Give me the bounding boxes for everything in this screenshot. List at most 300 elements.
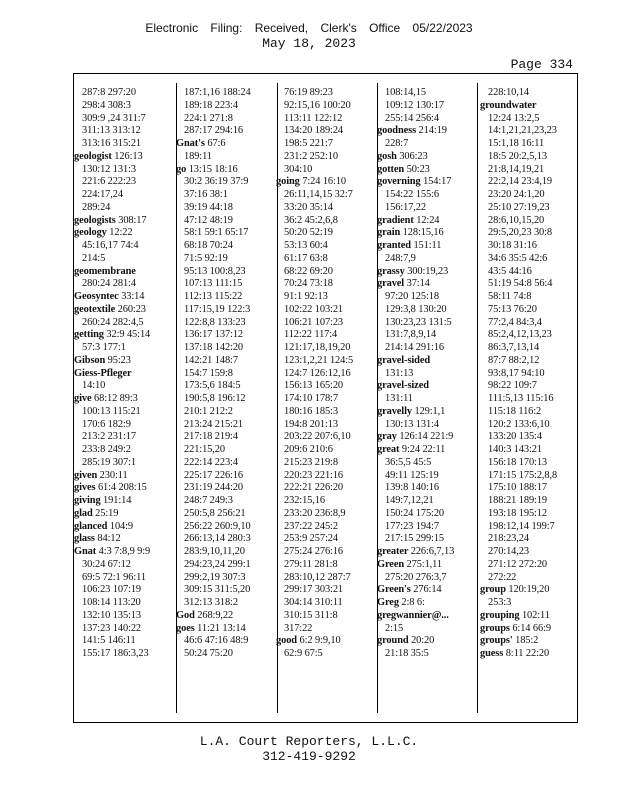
- page-line-refs: 180:16 185:3: [284, 405, 338, 417]
- page-line-refs: 117:15,19 122:3: [184, 303, 251, 315]
- page-line-refs: 124:7 126:12,16: [284, 367, 351, 379]
- index-entry: [74, 151, 179, 164]
- page-line-refs: 266:13,14 280:3: [184, 533, 251, 545]
- index-word: given: [74, 469, 98, 481]
- index-word: God: [176, 609, 195, 621]
- index-word: gradient: [377, 214, 414, 226]
- index-entry: [377, 227, 482, 240]
- page-line-refs: 14:1,21,21,23,23: [488, 125, 557, 137]
- page-line-refs: 294:23,24 299:1: [184, 558, 251, 570]
- page-line-refs: 188:21 189:19: [488, 495, 548, 506]
- page-line-refs: 289:24: [82, 201, 111, 213]
- page-line-refs: 132:10 135:13: [82, 609, 142, 621]
- index-entry: [377, 444, 482, 457]
- page-line-refs: 62:9 67:5: [284, 648, 323, 659]
- page-line-refs: 95:23: [107, 354, 131, 366]
- page-line-refs: 215:23 219:8: [284, 456, 338, 468]
- index-word: geomembrane: [74, 265, 136, 277]
- page-line-refs: 22:2,14 23:4,19: [488, 176, 553, 188]
- page-line-refs: 141:5 146:11: [82, 635, 136, 647]
- index-entry: [377, 164, 482, 177]
- page-line-refs: 120:2 133:6,10: [488, 418, 550, 430]
- page-line-refs: 233:20 236:8,9: [284, 507, 346, 519]
- page-line-refs: 25:10 27:19,23: [488, 201, 550, 213]
- index-word: gravel-sized: [377, 380, 429, 392]
- page-line-refs: 309:9 ,24 311:7: [82, 112, 146, 124]
- page-line-refs: 36:2 45:2,6,8: [284, 214, 338, 226]
- page-line-refs: 98:22 109:7: [488, 380, 537, 392]
- index-entry: [377, 406, 482, 419]
- index-column-5: [480, 87, 585, 661]
- page-line-refs: 25:19: [95, 507, 119, 519]
- page-line-refs: 51:19 54:8 56:4: [488, 278, 553, 290]
- page-line-refs: 218:23,24: [488, 533, 529, 545]
- index-word: gosh: [377, 150, 397, 162]
- page-line-refs: 149:7,12,21: [385, 495, 434, 506]
- index-entry: [377, 431, 482, 444]
- page-line-refs: 13:15 18:16: [188, 163, 238, 175]
- page-line-refs: 53:13 60:4: [284, 240, 328, 251]
- page-line-refs: 6:14 66:9: [512, 622, 551, 634]
- page-line-refs: 185:2: [515, 635, 539, 647]
- page-line-refs: 311:13 313:12: [82, 125, 141, 137]
- page-line-refs: 137:23 140:22: [82, 622, 142, 634]
- page-line-refs: 61:17 63:8: [284, 252, 328, 264]
- page-line-refs: 70:24 73:18: [284, 278, 333, 290]
- page-line-refs: 67:6: [207, 138, 226, 149]
- page-line-refs: 189:11: [184, 150, 212, 162]
- page-line-refs: 126:14 221:9: [399, 431, 454, 443]
- page-line-refs: 107:13 111:15: [184, 278, 243, 290]
- index-entry: [480, 610, 585, 623]
- index-word: glanced: [74, 520, 108, 532]
- page-line-refs: 112:22 117:4: [284, 329, 338, 341]
- index-word: gravel: [377, 278, 405, 290]
- index-word: groundwater: [480, 99, 537, 111]
- index-word: gregwannier@...: [377, 609, 449, 621]
- index-word: go: [176, 163, 187, 175]
- reporter-phone: 312-419-9292: [262, 749, 356, 764]
- page-line-refs: 69:5 72:1 96:11: [82, 571, 146, 583]
- deposition-date: May 18, 2023: [262, 36, 356, 51]
- page-line-refs: 214:14 291:16: [385, 342, 445, 353]
- page-line-refs: 86:3,7,13,14: [488, 342, 540, 353]
- index-word: geotextile: [74, 303, 116, 315]
- page-line-refs: 250:5,8 256:21: [184, 507, 246, 519]
- index-entry: [377, 380, 482, 393]
- page-line-refs: 76:19 89:23: [284, 87, 333, 98]
- page-line-refs: 23:20 24:1,20: [488, 189, 545, 200]
- page-line-refs: 6:2 9:9,10: [299, 635, 341, 647]
- page-line-refs: 8:11 22:20: [505, 648, 550, 659]
- page-line-refs: 108:14 113:20: [82, 597, 141, 608]
- page-line-refs: 304:14 310:11: [284, 597, 343, 608]
- index-word: grouping: [480, 609, 520, 621]
- index-entry: [74, 533, 179, 546]
- page-line-refs: 12:24 13:2,5: [488, 112, 540, 124]
- index-entry: [377, 610, 482, 623]
- page-line-refs: 121:17,18,19,20: [284, 342, 351, 353]
- page-line-refs: 177:23 194:7: [385, 520, 439, 532]
- page-line-refs: 154:7 159:8: [184, 367, 233, 379]
- page-line-refs: 18:5 20:2,5,13: [488, 150, 547, 162]
- page-line-refs: 37:16 38:1: [184, 189, 228, 200]
- footer: [0, 734, 618, 764]
- page-line-refs: 26:11,14,15 32:7: [284, 189, 353, 200]
- page-line-refs: 256:22 260:9,10: [184, 520, 251, 532]
- page-line-refs: 84:12: [97, 533, 121, 545]
- page-line-refs: 108:14,15: [385, 87, 426, 98]
- page-line-refs: 133:20 135:4: [488, 431, 542, 443]
- index-word: greater: [377, 546, 409, 557]
- page-line-refs: 130:13 131:4: [385, 418, 439, 430]
- page-line-refs: 93:8,17 94:10: [488, 367, 545, 379]
- page-line-refs: 310:15 311:8: [284, 609, 338, 621]
- page-line-refs: 106:23 107:19: [82, 584, 142, 596]
- index-word: great: [377, 444, 400, 455]
- page-line-refs: 209:6 210:6: [284, 444, 333, 455]
- page-line-refs: 33:14: [121, 291, 145, 302]
- index-word: Greg: [377, 597, 399, 608]
- index-word: Green's: [377, 584, 411, 596]
- page-line-refs: 283:9,10,11,20: [184, 546, 245, 557]
- index-entry: [74, 355, 179, 368]
- index-word: glad: [74, 507, 93, 519]
- page-line-refs: 299:2,19 307:3: [184, 571, 246, 583]
- index-entry: [74, 291, 179, 304]
- index-word: getting: [74, 329, 104, 341]
- index-entry: [74, 368, 179, 381]
- page-line-refs: 49:11 125:19: [385, 469, 439, 481]
- page-line-refs: 260:24 282:4,5: [82, 316, 144, 328]
- page-line-refs: 224:17,24: [82, 189, 123, 200]
- index-word: Green: [377, 558, 405, 570]
- page-line-refs: 45:16,17 74:4: [82, 240, 139, 251]
- index-word: Giess-Pfleger: [74, 367, 132, 379]
- page-line-refs: 233:8 249:2: [82, 444, 131, 455]
- page-line-refs: 213:24 215:21: [184, 418, 244, 430]
- index-column-2: [176, 87, 281, 661]
- index-entry: [74, 495, 179, 508]
- page-line-refs: 112:13 115:22: [184, 291, 243, 302]
- index-word: goes: [176, 622, 195, 634]
- page-line-refs: 198:12,14 199:7: [488, 520, 555, 532]
- index-word: give: [74, 393, 92, 404]
- page-line-refs: 226:6,7,13: [410, 546, 455, 557]
- page-line-refs: 222:21 226:20: [284, 482, 344, 494]
- page-line-refs: 253:9 257:24: [284, 533, 338, 545]
- page-line-refs: 193:18 195:12: [488, 507, 548, 519]
- page-line-refs: 156:18 170:13: [488, 456, 548, 468]
- index-word: gravelly: [377, 405, 412, 417]
- index-word: ground: [377, 635, 409, 647]
- page-line-refs: 58:1 59:1 65:17: [184, 227, 249, 239]
- page-line-refs: 139:8 140:16: [385, 482, 439, 494]
- page-line-refs: 187:1,16 188:24: [184, 87, 251, 98]
- index-entry: [377, 597, 482, 610]
- page-line-refs: 136:17 137:12: [184, 329, 244, 341]
- page-line-refs: 122:8,8 133:23: [184, 316, 246, 328]
- page-line-refs: 210:1 212:2: [184, 405, 233, 417]
- index-word: Geosyntec: [74, 291, 119, 302]
- index-word: gray: [377, 431, 397, 443]
- page-line-refs: 130:12 131:3: [82, 163, 136, 175]
- page-line-refs: 4:3 7:8,9 9:9: [98, 546, 151, 557]
- page-line-refs: 37:14: [406, 278, 430, 290]
- index-entry: [377, 151, 482, 164]
- page-line-refs: 57:3 177:1: [82, 342, 126, 353]
- index-column-3: [276, 87, 381, 661]
- page-line-refs: 120:19,20: [508, 584, 550, 596]
- page-line-refs: 28:6,10,15,20: [488, 214, 545, 226]
- index-word: Gibson: [74, 354, 106, 366]
- page-line-refs: 272:22: [488, 571, 517, 583]
- page-line-refs: 20:20: [411, 635, 435, 647]
- page-line-refs: 253:3: [488, 597, 512, 608]
- page-line-refs: 75:13 76:20: [488, 303, 537, 315]
- page-line-refs: 156:13 165:20: [284, 380, 344, 392]
- page-line-refs: 2:8 6:: [401, 597, 425, 608]
- page-line-refs: 203:22 207:6,10: [284, 431, 351, 443]
- page-line-refs: 299:17 303:21: [284, 584, 344, 596]
- page-line-refs: 131:11: [385, 393, 413, 404]
- page-line-refs: 214:5: [82, 252, 106, 264]
- page-line-refs: 287:17 294:16: [184, 125, 244, 137]
- index-word: guess: [480, 648, 504, 659]
- page-line-refs: 279:11 281:8: [284, 558, 338, 570]
- page-line-refs: 225:17 226:16: [184, 469, 244, 481]
- page-line-refs: 155:17 186:3,23: [82, 648, 149, 659]
- index-column-1: [74, 87, 179, 661]
- page-line-refs: 100:13 115:21: [82, 405, 141, 417]
- index-entry: [74, 470, 179, 483]
- index-entry: [276, 635, 381, 648]
- page-line-refs: 198:5 221:7: [284, 138, 333, 149]
- word-index-table: [73, 73, 578, 723]
- page-line-refs: 30:18 31:16: [488, 240, 537, 251]
- page-line-refs: 129:1,1: [414, 405, 446, 417]
- page-line-refs: 300:19,23: [407, 265, 449, 277]
- index-entry: [377, 240, 482, 253]
- page-line-refs: 30:2 36:19 37:9: [184, 176, 249, 188]
- page-line-refs: 50:23: [406, 163, 430, 175]
- index-word: geology: [74, 227, 107, 239]
- index-entry: [176, 138, 281, 151]
- page-line-refs: 175:10 188:17: [488, 482, 548, 494]
- page-line-refs: 309:15 311:5,20: [184, 584, 251, 596]
- page-line-refs: 29:5,20,23 30:8: [488, 227, 553, 239]
- page-line-refs: 97:20 125:18: [385, 291, 439, 302]
- page-line-refs: 7:24 16:10: [302, 176, 347, 188]
- page-line-refs: 126:13: [114, 150, 143, 162]
- index-word: grain: [377, 227, 401, 239]
- index-entry: [74, 546, 179, 559]
- index-word: grassy: [377, 265, 405, 277]
- page-line-refs: 308:17: [118, 214, 147, 226]
- page-line-refs: 2:15: [385, 622, 404, 634]
- column-divider: [477, 83, 478, 713]
- page-line-refs: 270:14,23: [488, 546, 529, 557]
- page-line-refs: 151:11: [413, 240, 442, 251]
- page-line-refs: 224:1 271:8: [184, 112, 233, 124]
- index-entry: [74, 508, 179, 521]
- index-entry: [74, 329, 179, 342]
- index-word: gotten: [377, 163, 405, 175]
- page-line-refs: 12:22: [109, 227, 133, 239]
- page-line-refs: 156:17,22: [385, 201, 426, 213]
- page-line-refs: 222:14 223:4: [184, 456, 238, 468]
- page-line-refs: 154:22 155:6: [385, 189, 439, 200]
- page-line-refs: 43:5 44:16: [488, 265, 532, 277]
- index-word: group: [480, 584, 506, 596]
- page-line-refs: 130:23,23 131:5: [385, 316, 452, 328]
- page-line-refs: 140:3 143:21: [488, 444, 542, 455]
- page-line-refs: 275:24 276:16: [284, 546, 344, 557]
- page-line-refs: 317:22: [284, 622, 313, 634]
- page-line-refs: 268:9,22: [197, 609, 234, 621]
- index-word: Gnat's: [176, 138, 205, 149]
- index-entry: [377, 266, 482, 279]
- index-entry: [74, 521, 179, 534]
- page-line-refs: 11:21 13:14: [197, 622, 246, 634]
- index-entry: [377, 215, 482, 228]
- page-line-refs: 123:1,2,21 124:5: [284, 354, 354, 366]
- page-line-refs: 39:19 44:18: [184, 201, 233, 213]
- page-line-refs: 142:21 148:7: [184, 354, 238, 366]
- page-line-refs: 194:8 201:13: [284, 418, 338, 430]
- page-line-refs: 21:18 35:5: [385, 648, 429, 659]
- page-line-refs: 312:13 318:2: [184, 597, 238, 608]
- page-number: Page 334: [510, 57, 573, 72]
- page-line-refs: 34:6 35:5 42:6: [488, 252, 548, 264]
- page-line-refs: 137:18 142:20: [184, 342, 244, 353]
- index-word: good: [276, 635, 297, 647]
- filing-stamp: Electronic Filing: Received, Clerk's Office 05/22/2023: [145, 21, 473, 35]
- filing-header: [0, 21, 618, 51]
- page-line-refs: 221:15,20: [184, 444, 225, 455]
- page-line-refs: 129:3,8 130:20: [385, 303, 447, 315]
- page-line-refs: 313:16 315:21: [82, 138, 142, 149]
- page-line-refs: 92:15,16 100:20: [284, 99, 351, 111]
- page-line-refs: 190:5,8 196:12: [184, 393, 246, 404]
- index-word: goodness: [377, 125, 417, 137]
- page-line-refs: 131:7,8,9,14: [385, 329, 437, 341]
- page-line-refs: 33:20 35:14: [284, 201, 333, 213]
- page-line-refs: 113:11 122:12: [284, 112, 343, 124]
- page-line-refs: 15:1,18 16:11: [488, 138, 545, 149]
- index-word: governing: [377, 176, 421, 188]
- index-word: granted: [377, 240, 411, 251]
- index-entry: [377, 355, 482, 368]
- index-entry: [74, 227, 179, 240]
- page-line-refs: 71:5 92:19: [184, 252, 228, 264]
- page-line-refs: 102:11: [521, 609, 550, 621]
- index-entry: [480, 584, 585, 597]
- page-line-refs: 30:24 67:12: [82, 558, 131, 570]
- page-line-refs: 285:19 307:1: [82, 456, 136, 468]
- page-line-refs: 68:12 89:3: [94, 393, 138, 404]
- page-line-refs: 217:15 299:15: [385, 533, 445, 545]
- reporter-name: L.A. Court Reporters, L.L.C.: [199, 734, 419, 749]
- page-line-refs: 21:8,14,19,21: [488, 163, 545, 175]
- page-line-refs: 58:11 74:8: [488, 291, 532, 302]
- page-line-refs: 275:20 276:3,7: [385, 571, 447, 583]
- index-entry: [377, 125, 482, 138]
- page-line-refs: 47:12 48:19: [184, 214, 233, 226]
- index-entry: [377, 635, 482, 648]
- page-line-refs: 298:4 308:3: [82, 99, 131, 111]
- index-word: geologists: [74, 214, 116, 226]
- page-line-refs: 237:22 245:2: [284, 520, 338, 532]
- index-entry: [176, 164, 281, 177]
- page-line-refs: 104:9: [109, 520, 134, 532]
- page-line-refs: 221:6 222:23: [82, 176, 136, 188]
- page-line-refs: 106:21 107:23: [284, 316, 344, 328]
- index-word: gravel-sided: [377, 354, 431, 366]
- page-line-refs: 171:15 175:2,8,8: [488, 469, 558, 481]
- index-entry: [176, 610, 281, 623]
- index-entry: [480, 623, 585, 636]
- page-line-refs: 61:4 208:15: [97, 482, 147, 494]
- page-line-refs: 213:2 231:17: [82, 431, 136, 443]
- index-word: geologist: [74, 150, 112, 162]
- page-line-refs: 50:24 75:20: [184, 648, 233, 659]
- page-line-refs: 109:12 130:17: [385, 99, 445, 111]
- index-entry: [480, 648, 585, 661]
- index-word: giving: [74, 495, 101, 506]
- index-entry: [74, 266, 179, 279]
- page-line-refs: 230:11: [99, 469, 128, 481]
- page-line-refs: 87:7 88:2,12: [488, 354, 540, 366]
- page-line-refs: 150:24 175:20: [385, 507, 445, 519]
- page-line-refs: 131:13: [385, 367, 414, 379]
- index-entry: [377, 559, 482, 572]
- page-line-refs: 68:22 69:20: [284, 265, 333, 277]
- page-line-refs: 14:10: [82, 380, 106, 392]
- page-line-refs: 228:7: [385, 138, 409, 149]
- index-column-4: [377, 87, 482, 661]
- page-line-refs: 77:2,4 84:3,4: [488, 316, 542, 328]
- page-line-refs: 174:10 178:7: [284, 393, 338, 404]
- index-entry: [377, 546, 482, 559]
- index-entry: [74, 482, 179, 495]
- page-line-refs: 275:1,11: [406, 558, 442, 570]
- page-line-refs: 154:17: [423, 176, 452, 188]
- index-entry: [377, 278, 482, 291]
- page-line-refs: 287:8 297:20: [82, 87, 136, 98]
- page-line-refs: 32:9 45:14: [106, 329, 151, 341]
- page-line-refs: 191:14: [103, 495, 132, 506]
- page-line-refs: 85:2,4,12,13,23: [488, 329, 552, 341]
- page-line-refs: 276:14: [413, 584, 442, 596]
- page-line-refs: 231:2 252:10: [284, 150, 338, 162]
- page-line-refs: 173:5,6 184:5: [184, 380, 241, 392]
- page-line-refs: 189:18 223:4: [184, 99, 238, 111]
- page-line-refs: 306:23: [399, 150, 428, 162]
- page-line-refs: 128:15,16: [402, 227, 444, 239]
- page-line-refs: 134:20 189:24: [284, 125, 344, 137]
- page-line-refs: 12:24: [416, 214, 440, 226]
- page-line-refs: 115:18 116:2: [488, 405, 542, 417]
- page-line-refs: 228:10,14: [488, 87, 529, 98]
- page-line-refs: 260:23: [117, 303, 146, 315]
- index-word: groups: [480, 622, 510, 634]
- index-entry: [377, 584, 482, 597]
- page-line-refs: 220:23 221:16: [284, 469, 344, 481]
- index-entry: [74, 393, 179, 406]
- index-entry: [480, 635, 585, 648]
- index-word: groups': [480, 635, 513, 647]
